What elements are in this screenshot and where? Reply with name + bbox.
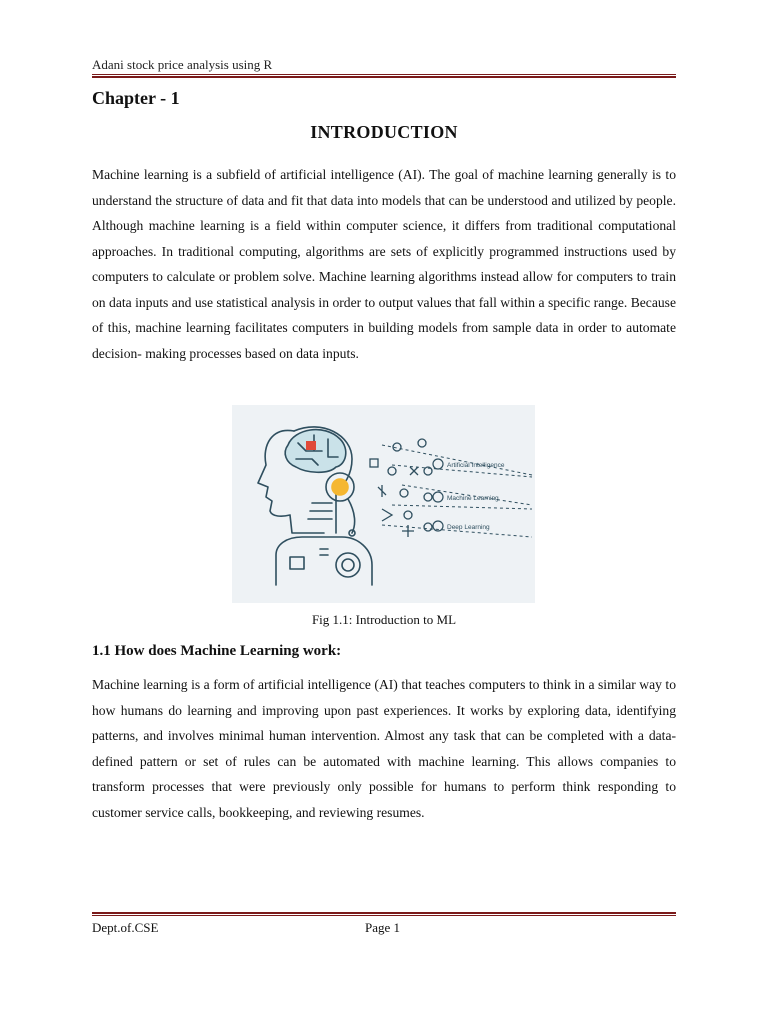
page-number: Page 1: [365, 920, 401, 935]
label-dl: Deep Learning: [447, 524, 490, 531]
chip-icon: [306, 441, 316, 450]
running-header: Adani stock price analysis using R: [92, 57, 273, 72]
ml-illustration: [232, 405, 535, 603]
chapter-title: INTRODUCTION: [310, 122, 458, 142]
footer-rule: [92, 912, 676, 916]
ai-icon: [433, 459, 443, 469]
footer-dept: Dept.of.CSE: [92, 920, 159, 935]
robot-head-icon: [258, 427, 372, 585]
intro-paragraph: Machine learning is a subfield of artificial intelligence (AI). The goal of machine learning generally is to understand the structure of data and fit that data into models that can be understood and utilized by people. Although machine learning is a field within computer science, it differs from traditional computational approaches. In traditional computing, algorithms are sets of explicitly programmed instructions used by computers to calculate or problem solve. Machine learning algorithms instead allow for computers to train on data inputs and use statistical analysis in order to output values that fall within a specific range. Because of this, machine learning facilitates computers in building models from sample data in order to automate decision- making processes based on data inputs.: [92, 167, 676, 361]
how-paragraph: Machine learning is a form of artificial intelligence (AI) that teaches computers to think in a similar way to how humans do learning and improving upon past experiences. It works by exploring data, identifying patterns, and involves minimal human intervention. Almost any task that can be completed with a data- defined pattern or set of rules can be automated with machine learning. This allows companies to transform processes that were previously only possible for humans to perform think responding to customer service calls, bookkeeping, and reviewing resumes.: [92, 677, 676, 820]
figure-caption: Fig 1.1: Introduction to ML: [311, 612, 457, 627]
section-heading: 1.1 How does Machine Learning work:: [92, 643, 342, 659]
label-ai: Artificial Intelligence: [447, 462, 505, 469]
label-ml: Machine Learning: [447, 495, 499, 502]
header-rule: [92, 74, 676, 78]
ml-icon: [433, 492, 443, 502]
chapter-label: Chapter - 1: [92, 88, 180, 108]
